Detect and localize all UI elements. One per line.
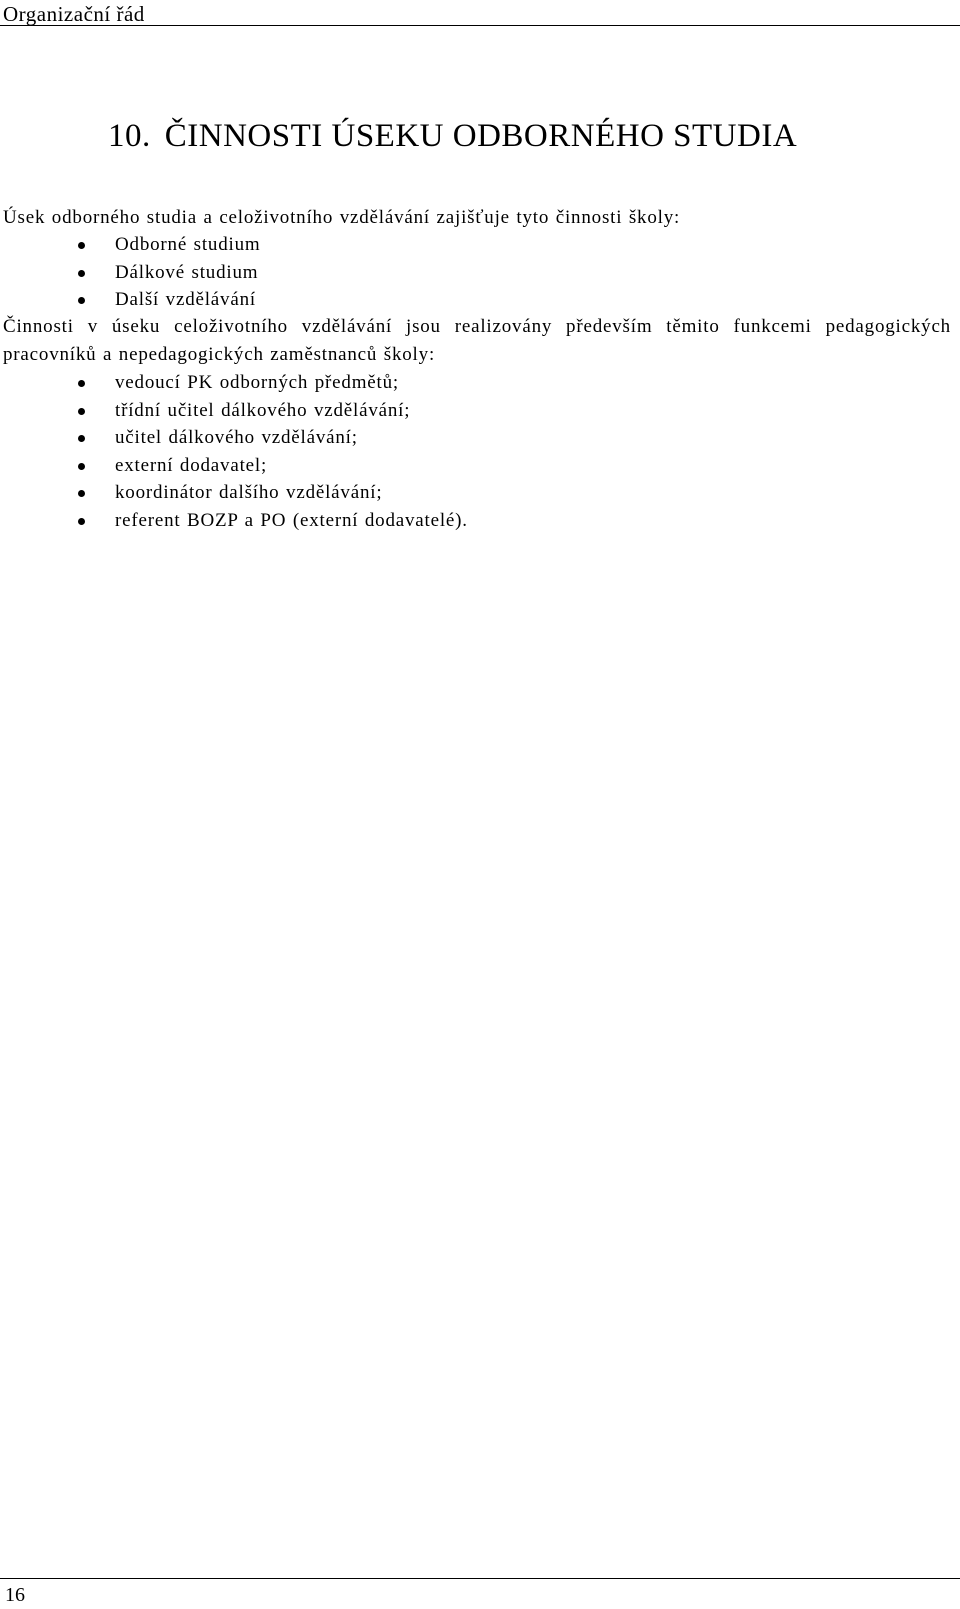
list-item [0,231,260,259]
bullet-icon [78,242,85,249]
list-item-text: koordinátor dalšího vzdělávání; [115,482,383,503]
intro-paragraph: Úsek odborného studia a celoživotního vzdělávání zajišťuje tyto činnosti školy: [3,207,681,228]
bullet-icon [78,380,85,387]
list-item [0,479,468,507]
header-divider [0,25,960,26]
bullet-icon [78,297,85,304]
list-item-text: Další vzdělávání [115,289,256,310]
footer-divider [0,1578,960,1579]
list-item [0,286,260,314]
bullet-icon [78,435,85,442]
bullet-icon [78,270,85,277]
bullet-icon [78,490,85,497]
list-item [0,397,468,425]
bullet-icon [78,463,85,470]
running-header: Organizační řád [3,2,145,26]
list-item-text: externí dodavatel; [115,454,268,476]
list-item-text: Dálkové studium [115,261,259,283]
list-item [0,507,468,535]
list-item-text: učitel dálkového vzdělávání; [115,427,358,448]
list-item-text: Odborné studium [115,234,261,255]
list-item [0,259,260,287]
chapter-title-text: ČINNOSTI ÚSEKU ODBORNÉHO STUDIA [164,118,798,154]
functions-paragraph: Činnosti v úseku celoživotního vzdělávání jsou realizovány především těmito funkcemi pedagogických pracovníků a nepedagogických zaměstnanců školy: [3,316,951,365]
chapter-title [108,118,797,155]
activities-list [0,231,260,314]
page-number: 16 [5,1584,25,1606]
list-item [0,369,468,397]
functions-list [0,369,468,534]
list-item-text: referent BOZP a PO (externí dodavatelé). [115,509,468,531]
list-item [0,424,468,452]
bullet-icon [78,518,85,525]
chapter-number: 10. [108,118,151,154]
list-item-text: vedoucí PK odborných předmětů; [115,372,399,393]
bullet-icon [78,408,85,415]
list-item-text: třídní učitel dálkového vzdělávání; [115,399,411,421]
list-item [0,452,468,480]
